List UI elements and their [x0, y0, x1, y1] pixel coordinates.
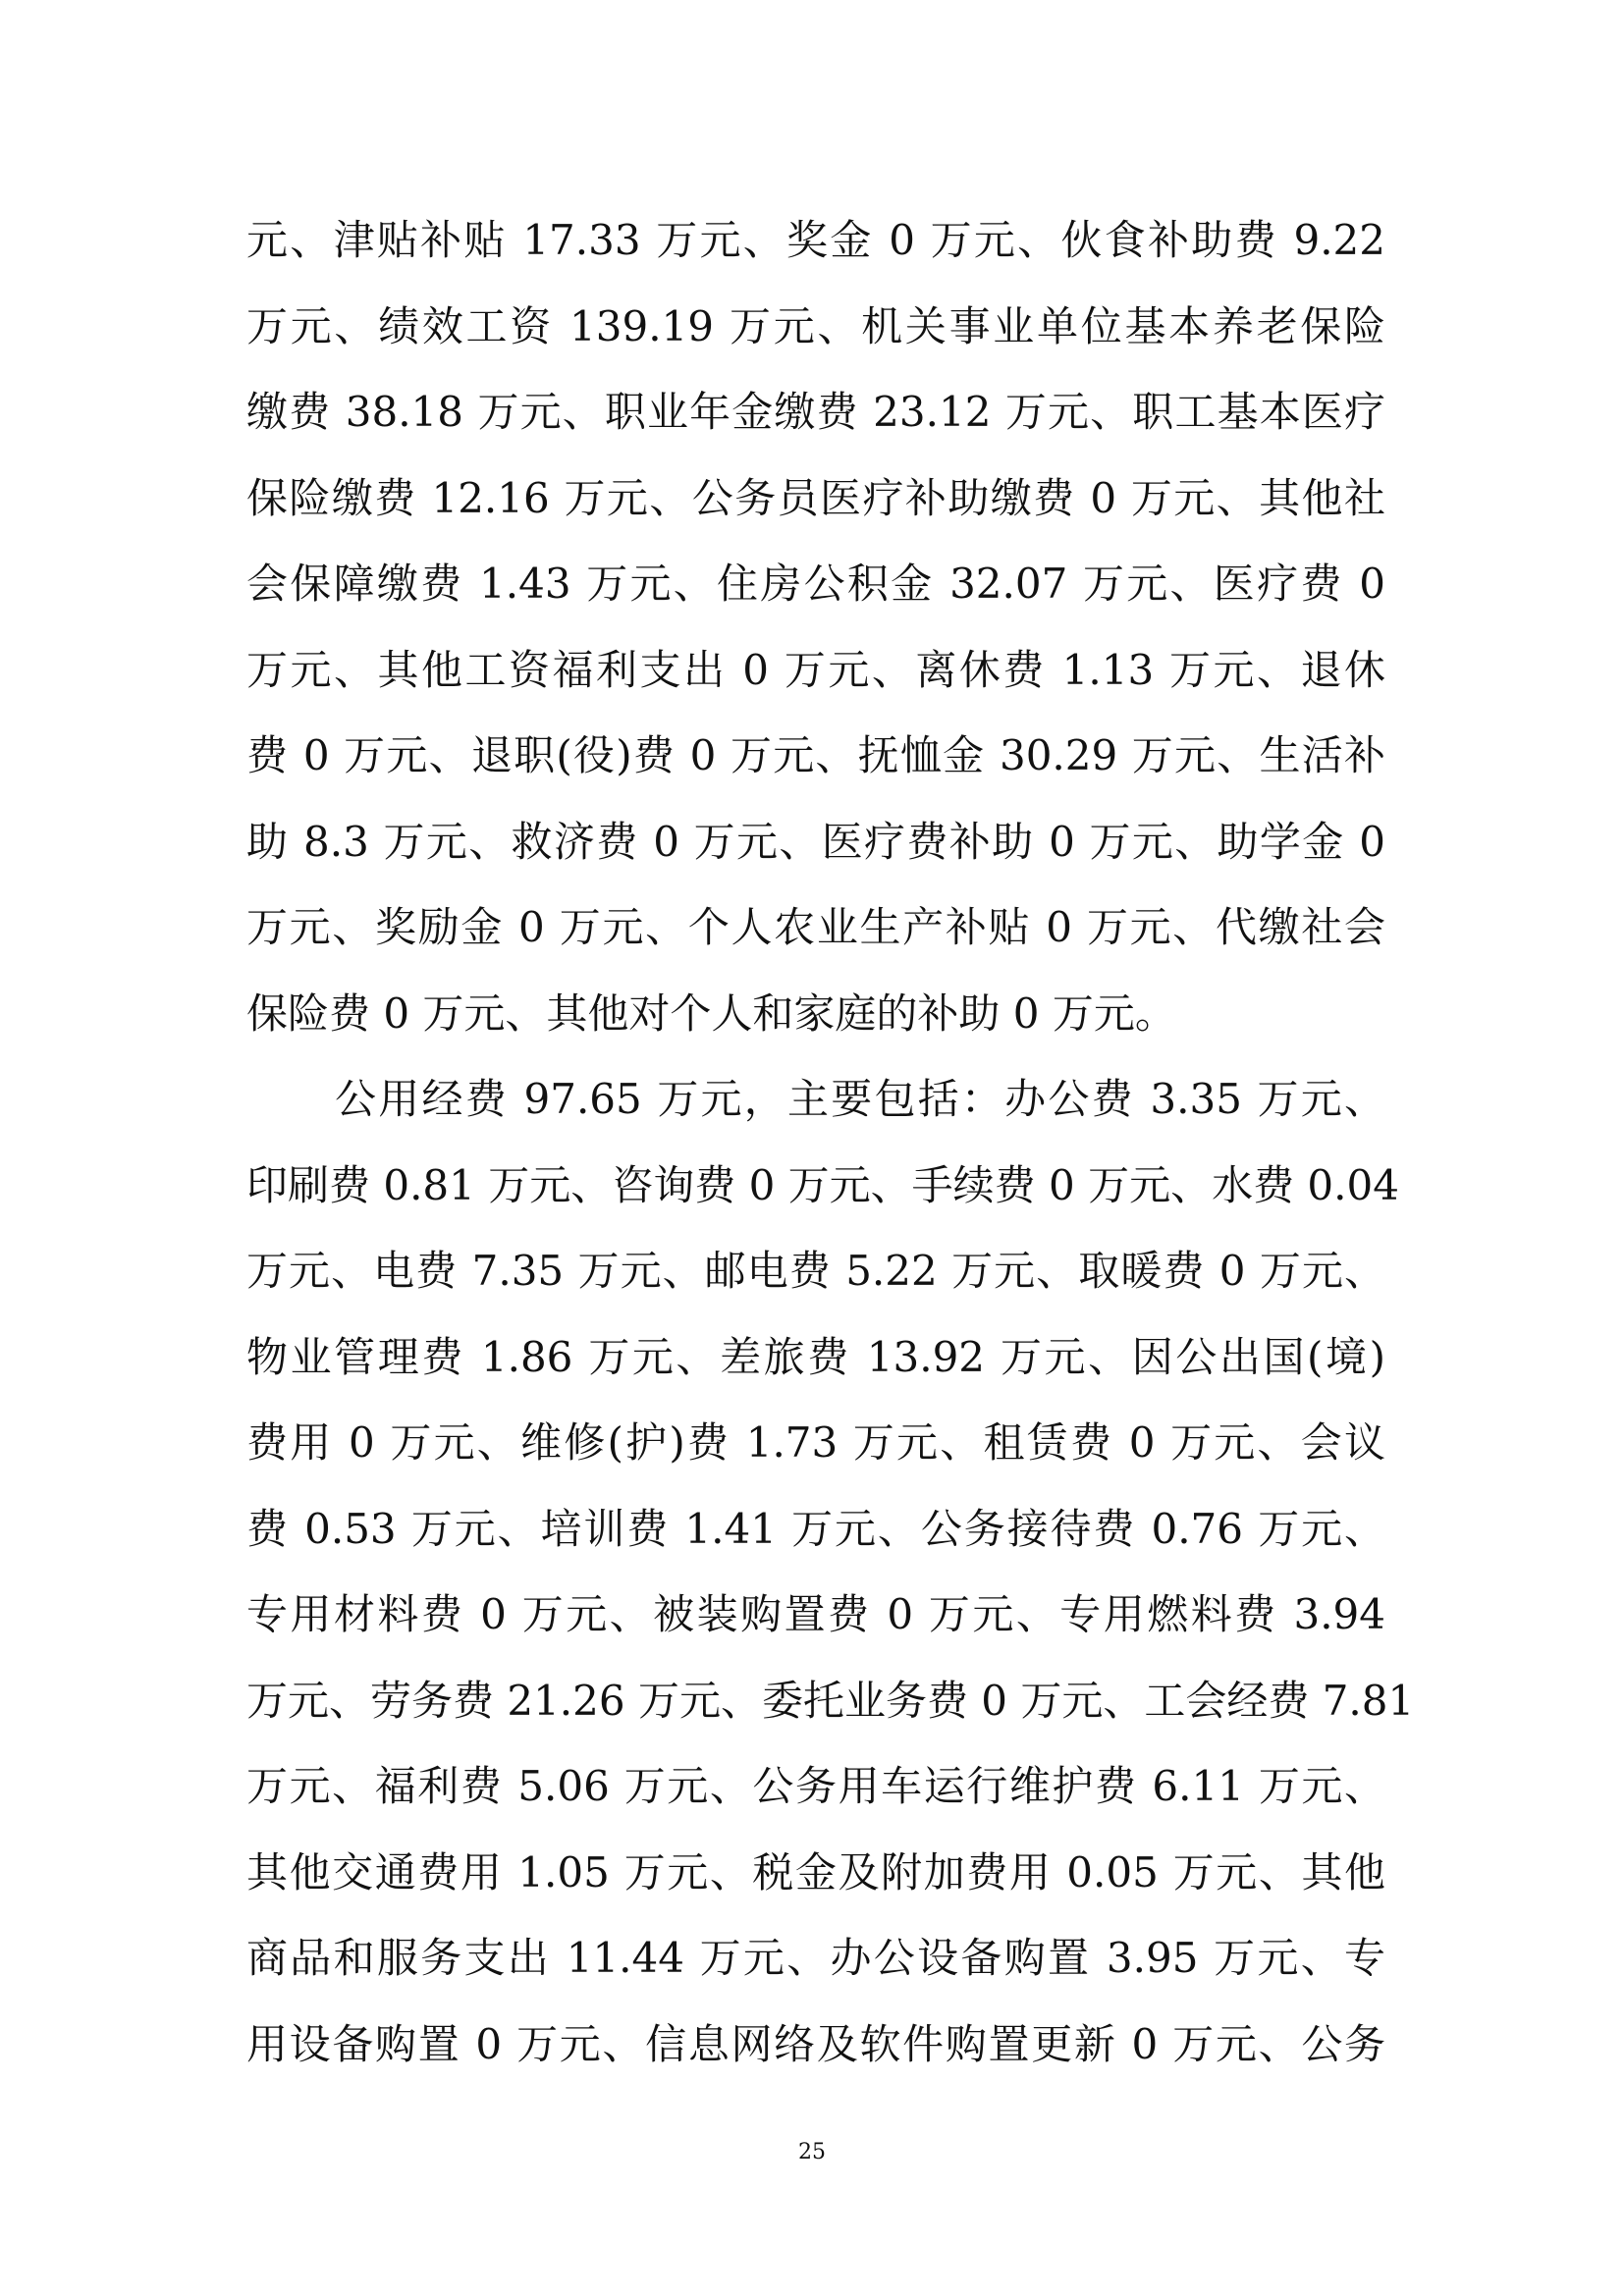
text-line: 万元、电费 7.35 万元、邮电费 5.22 万元、取暖费 0 万元、 — [246, 1247, 1385, 1295]
text-line: 万元、福利费 5.06 万元、公务用车运行维护费 6.11 万元、 — [246, 1762, 1385, 1810]
text-line: 会保障缴费 1.43 万元、住房公积金 32.07 万元、医疗费 0 — [246, 560, 1385, 608]
text-line: 商品和服务支出 11.44 万元、办公设备购置 3.95 万元、专 — [246, 1934, 1385, 1982]
text-line: 保险缴费 12.16 万元、公务员医疗补助缴费 0 万元、其他社 — [246, 473, 1385, 522]
paragraph-start-line: 公用经费 97.65 万元，主要包括：办公费 3.35 万元、 — [335, 1075, 1385, 1123]
paragraph-end-line: 保险费 0 万元、其他对个人和家庭的补助 0 万元。 — [246, 988, 1176, 1038]
page-number: 25 — [798, 2140, 826, 2164]
text-line: 万元、绩效工资 139.19 万元、机关事业单位基本养老保险 — [246, 301, 1385, 350]
text-line: 其他交通费用 1.05 万元、税金及附加费用 0.05 万元、其他 — [246, 1847, 1385, 1896]
text-line: 专用材料费 0 万元、被装购置费 0 万元、专用燃料费 3.94 — [246, 1590, 1385, 1638]
body-text — [246, 211, 1415, 2101]
text-line: 助 8.3 万元、救济费 0 万元、医疗费补助 0 万元、助学金 0 — [246, 817, 1385, 866]
text-line: 费 0 万元、退职(役)费 0 万元、抚恤金 30.29 万元、生活补 — [246, 731, 1385, 779]
text-line: 用设备购置 0 万元、信息网络及软件购置更新 0 万元、公务 — [246, 2019, 1385, 2068]
text-line: 费 0.53 万元、培训费 1.41 万元、公务接待费 0.76 万元、 — [246, 1504, 1385, 1553]
text-line: 费用 0 万元、维修(护)费 1.73 万元、租赁费 0 万元、会议 — [246, 1418, 1385, 1467]
text-line: 元、津贴补贴 17.33 万元、奖金 0 万元、伙食补助费 9.22 — [246, 216, 1385, 264]
text-line: 万元、其他工资福利支出 0 万元、离休费 1.13 万元、退休 — [246, 645, 1385, 694]
text-line: 缴费 38.18 万元、职业年金缴费 23.12 万元、职工基本医疗 — [246, 388, 1385, 436]
text-line: 万元、奖励金 0 万元、个人农业生产补贴 0 万元、代缴社会 — [246, 903, 1385, 951]
text-line: 印刷费 0.81 万元、咨询费 0 万元、手续费 0 万元、水费 0.04 — [246, 1160, 1399, 1209]
text-line: 物业管理费 1.86 万元、差旅费 13.92 万元、因公出国(境) — [246, 1332, 1385, 1381]
text-line: 万元、劳务费 21.26 万元、委托业务费 0 万元、工会经费 7.81 — [246, 1676, 1415, 1725]
